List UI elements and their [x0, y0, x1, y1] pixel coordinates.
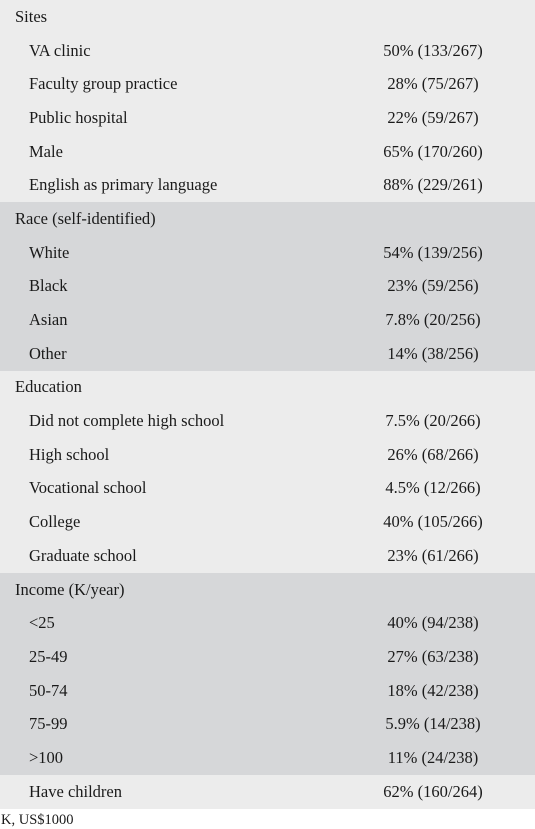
row-label: 50-74 [29, 680, 68, 700]
table-row [0, 640, 535, 674]
row-value: 4.5% (12/266) [385, 478, 481, 498]
table-row [0, 505, 535, 539]
section-label: Race (self-identified) [15, 208, 156, 228]
table-row [0, 67, 535, 101]
row-value: 14% (38/256) [387, 343, 479, 363]
row-value: 88% (229/261) [383, 175, 483, 195]
row-value: 50% (133/267) [383, 40, 483, 60]
row-value: 23% (61/266) [387, 545, 479, 565]
table-row [0, 337, 535, 371]
table-row [0, 741, 535, 775]
row-label: Asian [29, 310, 68, 330]
row-value: 7.8% (20/256) [385, 310, 481, 330]
table-row [0, 168, 535, 202]
row-value: 18% (42/238) [387, 680, 479, 700]
row-label: 75-99 [29, 714, 68, 734]
row-label: English as primary language [29, 175, 218, 195]
section-label: Education [15, 377, 82, 397]
row-label: Have children [29, 781, 122, 801]
row-label: High school [29, 444, 110, 464]
row-label: <25 [29, 613, 55, 633]
table-row [0, 404, 535, 438]
row-value: 54% (139/256) [383, 242, 483, 262]
row-label: Graduate school [29, 545, 137, 565]
row-value: 5.9% (14/238) [385, 714, 481, 734]
row-value: 23% (59/256) [387, 276, 479, 296]
section-label: Income (K/year) [15, 579, 125, 599]
row-value: 26% (68/266) [387, 444, 479, 464]
table-row [0, 707, 535, 741]
section-header-row [0, 371, 535, 405]
row-label: Did not complete high school [29, 411, 225, 431]
row-value: 62% (160/264) [383, 781, 483, 801]
table-row [0, 438, 535, 472]
table-footnote: K, US$1000 [1, 811, 74, 828]
row-value: 22% (59/267) [387, 107, 479, 127]
table-row [0, 270, 535, 304]
row-value: 7.5% (20/266) [385, 411, 481, 431]
table-row [0, 606, 535, 640]
section-header-row [0, 0, 535, 34]
row-label: >100 [29, 747, 64, 767]
table-row [0, 34, 535, 68]
row-label: Faculty group practice [29, 74, 178, 94]
row-label: Male [29, 141, 63, 161]
row-value: 40% (105/266) [383, 512, 483, 532]
table-row [0, 775, 535, 809]
table-row [0, 101, 535, 135]
table-row [0, 674, 535, 708]
row-value: 40% (94/238) [387, 613, 479, 633]
row-label: VA clinic [29, 40, 91, 60]
row-value: 11% (24/238) [387, 747, 479, 767]
row-label: White [29, 242, 70, 262]
section-header-row [0, 202, 535, 236]
row-value: 27% (63/238) [387, 646, 479, 666]
table-row [0, 472, 535, 506]
row-label: Vocational school [29, 478, 147, 498]
table-row [0, 236, 535, 270]
row-value: 28% (75/267) [387, 74, 479, 94]
section-header-row [0, 573, 535, 607]
table-row [0, 135, 535, 169]
table-row [0, 539, 535, 573]
section-label: Sites [15, 6, 48, 26]
row-label: Public hospital [29, 107, 128, 127]
row-label: 25-49 [29, 646, 68, 666]
row-label: Black [29, 276, 68, 296]
row-value: 65% (170/260) [383, 141, 483, 161]
row-label: Other [29, 343, 67, 363]
row-label: College [29, 512, 81, 532]
table-row [0, 303, 535, 337]
